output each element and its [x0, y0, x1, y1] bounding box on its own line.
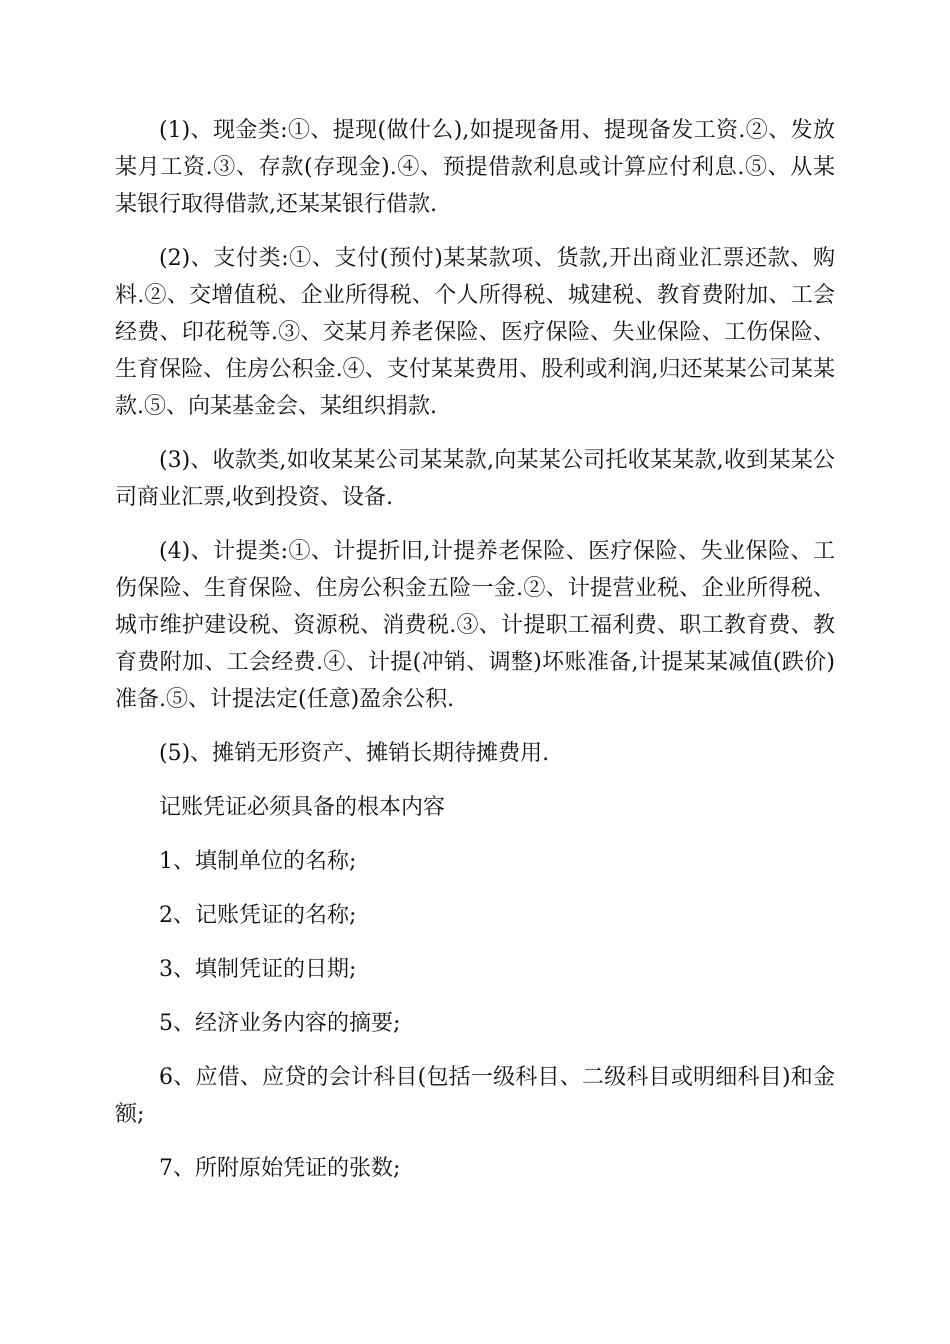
paragraph-amortization: (5)、摊销无形资产、摊销长期待摊费用.	[159, 741, 550, 766]
paragraph-receipt: (3)、收款类,如收某某公司某某款,向某某公司托收某某款,收到某某公司商业汇票,收到投资、设备.	[115, 448, 835, 510]
list-item: 7、所附原始凭证的张数;	[159, 1156, 401, 1181]
paragraph-payment: (2)、支付类:①、支付(预付)某某款项、货款,开出商业汇票还款、购料.②、交增值税、企业所得税、个人所得税、城建税、教育费附加、工会经费、印花税等.③、交某月养老保险、医疗保险、失业保险、工伤保险、生育保险、住房公积金.④、支付某某费用、股利或利润,归还某某公司某某款.⑤、向某基金会、某组织捐款.	[115, 246, 835, 419]
list-item: 1、填制单位的名称;	[159, 849, 357, 874]
list-item: 5、经济业务内容的摘要;	[159, 1011, 401, 1036]
document-body	[115, 112, 835, 1204]
section-heading: 记账凭证必须具备的根本内容	[159, 795, 446, 820]
paragraph-accrual: (4)、计提类:①、计提折旧,计提养老保险、医疗保险、失业保险、工伤保险、生育保险、住房公积金五险一金.②、计提营业税、企业所得税、城市维护建设税、资源税、消费税.③、计提职工福利费、职工教育费、教育费附加、工会经费.④、计提(冲销、调整)坏账准备,计提某某减值(跌价)准备.⑤、计提法定(任意)盈余公积.	[115, 539, 835, 712]
paragraph-cash: (1)、现金类:①、提现(做什么),如提现备用、提现备发工资.②、发放某月工资.③、存款(存现金).④、预提借款利息或计算应付利息.⑤、从某某银行取得借款,还某某银行借款.	[115, 118, 835, 217]
list-item: 2、记账凭证的名称;	[159, 903, 357, 928]
list-item: 6、应借、应贷的会计科目(包括一级科目、二级科目或明细科目)和金额;	[115, 1065, 835, 1127]
list-item: 3、填制凭证的日期;	[159, 957, 357, 982]
